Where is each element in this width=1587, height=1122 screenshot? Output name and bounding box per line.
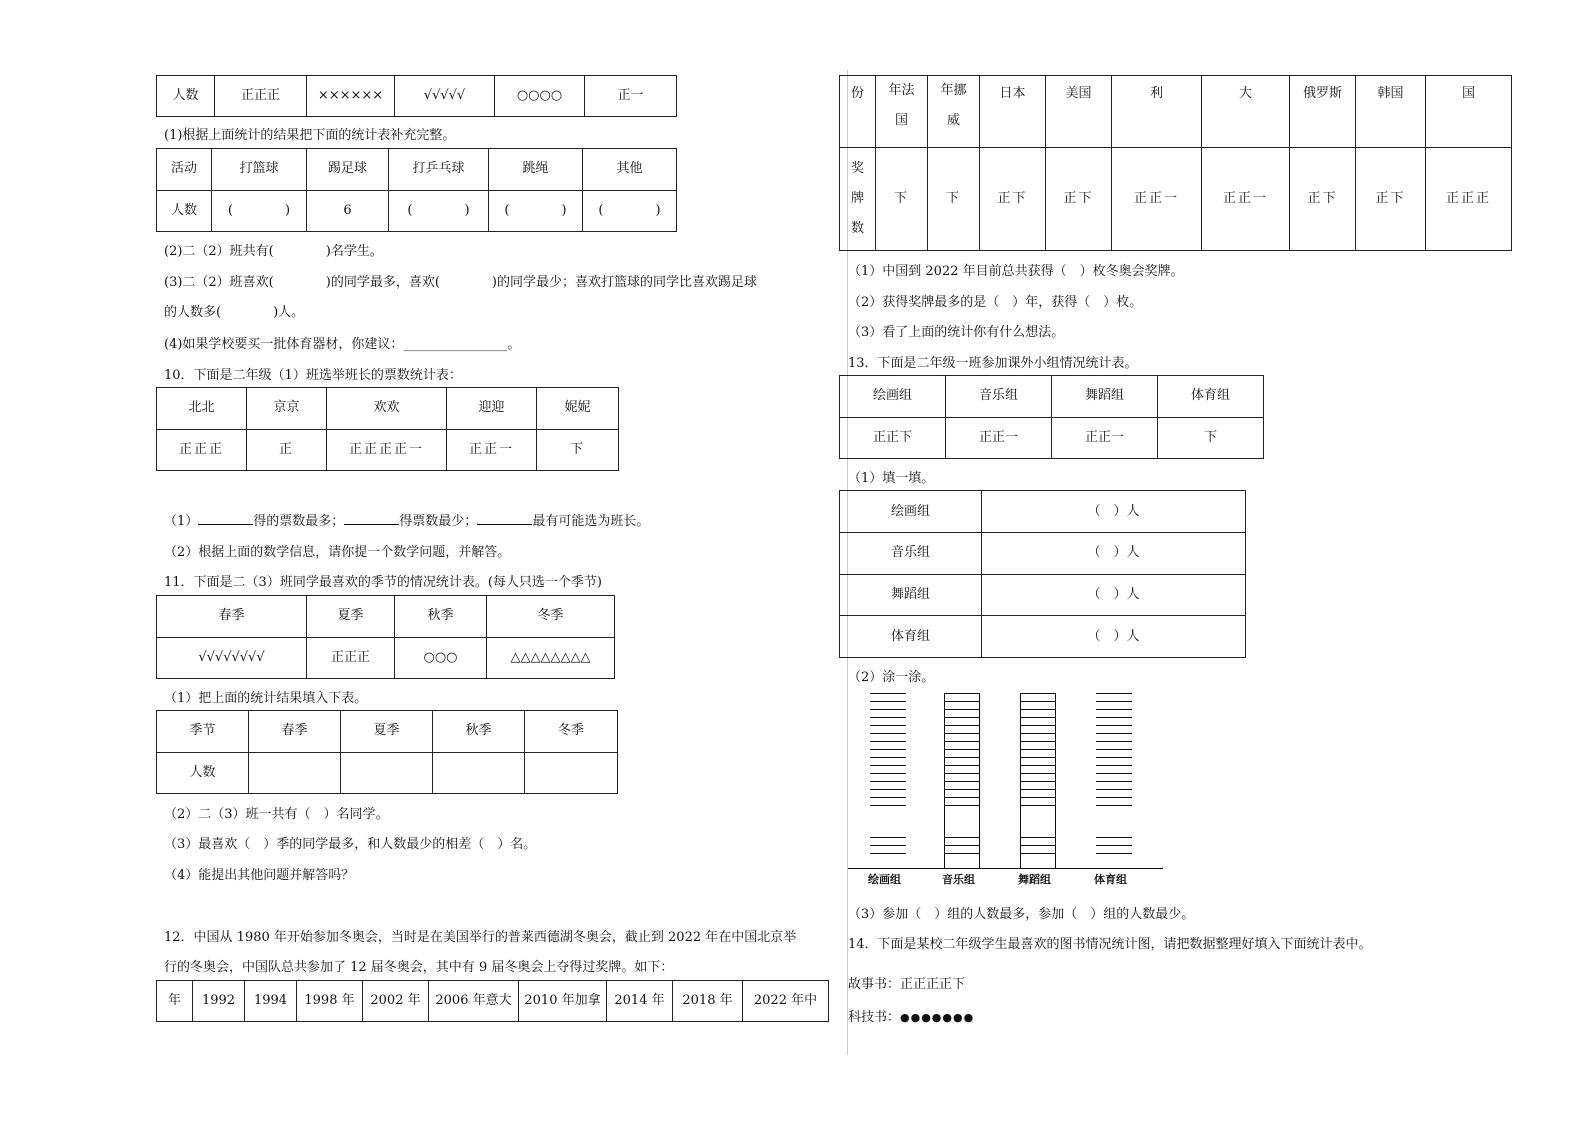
- answer-blank[interactable]: [198, 512, 253, 525]
- coloring-bar-chart[interactable]: [848, 690, 1168, 890]
- unit-line: [944, 709, 980, 710]
- unit-line: [944, 717, 980, 718]
- unit-line: [1020, 845, 1056, 846]
- tally-cell: 正正正正一: [327, 429, 447, 471]
- text: 得的票数最多；: [253, 514, 345, 529]
- q14-sci: [848, 1006, 974, 1025]
- q14-title: 14．下面是某校二年级学生最喜欢的图书情况统计图，请把数据整理好填入下面统计表中。: [848, 937, 1372, 952]
- tally-cell: 正正正: [157, 429, 247, 471]
- unit-line: [870, 845, 906, 846]
- unit-line: [1020, 701, 1056, 702]
- unit-line: [1096, 725, 1132, 726]
- unit-line: [870, 765, 906, 766]
- cell: 夏季: [341, 711, 433, 753]
- bar-side: [1055, 693, 1056, 868]
- unit-line: [1020, 853, 1056, 854]
- unit-line: [1020, 733, 1056, 734]
- q9-p1: (1)根据上面统计的结果把下面的统计表补充完整。: [164, 128, 456, 143]
- unit-line: [944, 797, 980, 798]
- q12-p3: （3）看了上面的统计你有什么想法。: [848, 325, 1065, 340]
- q10-p2: （2）根据上面的数学信息，请你提一个数学问题，并解答。: [164, 545, 511, 560]
- cell: 利: [1112, 76, 1202, 148]
- cell: 舞蹈组: [1052, 376, 1158, 418]
- tally-cell: 下: [876, 148, 928, 251]
- cell: 舞蹈组: [840, 574, 982, 616]
- cell: 绘画组: [840, 376, 946, 418]
- cell: ○○○: [395, 637, 487, 679]
- unit-line: [870, 789, 906, 790]
- q11-season-count-table: [156, 710, 618, 794]
- q14-story: [848, 973, 965, 992]
- unit-line: [1020, 789, 1056, 790]
- unit-line: [1020, 693, 1056, 694]
- unit-line: [1096, 765, 1132, 766]
- unit-line: [870, 773, 906, 774]
- unit-line: [870, 757, 906, 758]
- q12-line2: 行的冬奥会，中国队总共参加了 12 届冬奥会，其中有 9 届冬奥会上夺得过奖牌。如下：: [164, 960, 674, 975]
- unit-line: [1020, 757, 1056, 758]
- unit-line: [1020, 717, 1056, 718]
- answer-blank[interactable]: （ ）人: [982, 574, 1246, 616]
- unit-line: [944, 725, 980, 726]
- q13-fill-table: [839, 490, 1246, 658]
- tally-cell: 正正一: [447, 429, 537, 471]
- cell: 份: [840, 76, 876, 148]
- cell: 音乐组: [840, 532, 982, 574]
- cell: 春季: [157, 596, 307, 638]
- answer-cell[interactable]: [433, 752, 525, 794]
- q11-p2: （2）二（3）班一共有（ ）名同学。: [164, 807, 389, 822]
- chart-bar[interactable]: [870, 690, 906, 858]
- cell: 国: [1426, 76, 1512, 148]
- cell: 1998 年: [297, 981, 363, 1022]
- unit-line: [870, 781, 906, 782]
- unit-line: [870, 701, 906, 702]
- cell: 跳绳: [489, 149, 583, 191]
- answer-blank[interactable]: （ ）人: [982, 532, 1246, 574]
- cell: 年法 国: [876, 76, 928, 148]
- story-label: 故事书：: [848, 977, 901, 992]
- cell: 北北: [157, 388, 247, 430]
- q11-season-tally-table: [156, 595, 615, 679]
- unit-line: [870, 725, 906, 726]
- q13-title: 13．下面是二年级一班参加课外小组情况统计表。: [848, 356, 1138, 371]
- bar-side: [944, 693, 945, 868]
- q9-p2: (2)二（2）班共有( )名学生。: [164, 244, 383, 259]
- answer-blank[interactable]: （ ）人: [982, 491, 1246, 533]
- unit-line: [944, 741, 980, 742]
- unit-line: [1096, 845, 1132, 846]
- answer-blank[interactable]: ( ): [489, 190, 583, 232]
- cell: 其他: [583, 149, 677, 191]
- q13-p3: （3）参加（ ）组的人数最多，参加（ ）组的人数最少。: [848, 907, 1195, 922]
- tally-cell: 下: [928, 148, 980, 251]
- unit-line: [1020, 773, 1056, 774]
- cell: 大: [1202, 76, 1290, 148]
- cell: 1994: [245, 981, 297, 1022]
- unit-line: [944, 789, 980, 790]
- cell: 2022 年中: [743, 981, 829, 1022]
- x-axis: [848, 868, 1163, 869]
- q12-p1: （1）中国到 2022 年目前总共获得（ ）枚冬奥会奖牌。: [848, 264, 1184, 279]
- cell: √√√√√√√√: [157, 637, 307, 679]
- cell: 2014 年: [607, 981, 673, 1022]
- unit-line: [1096, 749, 1132, 750]
- bar-label: 体育组: [1094, 873, 1127, 886]
- cell: 体育组: [1158, 376, 1264, 418]
- unit-line: [944, 773, 980, 774]
- unit-line: [1020, 797, 1056, 798]
- q9-tally-table: [156, 75, 677, 117]
- cell: 2018 年: [673, 981, 743, 1022]
- unit-line: [1096, 789, 1132, 790]
- sci-marks: ●●●●●●●: [900, 1011, 975, 1024]
- unit-line: [870, 805, 906, 806]
- unit-line: [1096, 733, 1132, 734]
- answer-blank[interactable]: ( ): [212, 190, 307, 232]
- q13-group-tally-table: [839, 375, 1264, 459]
- cell: 打篮球: [212, 149, 307, 191]
- bar-label: 音乐组: [942, 873, 975, 886]
- cell: 正正一: [946, 417, 1052, 459]
- q12-medal-table: [839, 75, 1512, 251]
- unit-line: [1096, 837, 1132, 838]
- cell: 正正正: [307, 637, 395, 679]
- unit-line: [870, 741, 906, 742]
- unit-line: [944, 757, 980, 758]
- cell: 美国: [1046, 76, 1112, 148]
- bar-label: 舞蹈组: [1018, 873, 1051, 886]
- cell: 韩国: [1356, 76, 1426, 148]
- story-tally: 正正正正下: [900, 977, 966, 992]
- answer-blank[interactable]: ( ): [583, 190, 677, 232]
- tally-cell: 正下: [1046, 148, 1112, 251]
- q13-p1: （1）填一填。: [848, 471, 935, 486]
- answer-cell[interactable]: [341, 752, 433, 794]
- q9-activity-table: [156, 148, 677, 232]
- cell: 夏季: [307, 596, 395, 638]
- q9-p3a: (3)二（2）班喜欢( )的同学最多，喜欢( )的同学最少；喜欢打篮球的同学比喜欢踢足球: [164, 275, 757, 290]
- cell: 人数: [157, 752, 249, 794]
- unit-line: [1020, 765, 1056, 766]
- cell: 绘画组: [840, 491, 982, 533]
- q12-line1: 12．中国从 1980 年开始参加冬奥会，当时是在美国举行的普莱西德湖冬奥会，截止到 2022 年在中国北京举: [164, 930, 797, 945]
- cell: 2002 年: [363, 981, 429, 1022]
- q12-p2: （2）获得奖牌最多的是（ ）年，获得（ ）枚。: [848, 295, 1143, 310]
- text: 得票数最少；: [399, 514, 478, 529]
- tally-cell: 正正一: [1112, 148, 1202, 251]
- unit-line: [870, 709, 906, 710]
- tally-cell: 正下: [1290, 148, 1356, 251]
- q11-p4: （4）能提出其他问题并解答吗？: [164, 868, 355, 883]
- cell: 俄罗斯: [1290, 76, 1356, 148]
- chart-bar[interactable]: [1096, 690, 1132, 858]
- cell: ××××××: [307, 76, 395, 117]
- bar-side: [979, 693, 980, 868]
- unit-line: [870, 717, 906, 718]
- cell: √√√√√: [395, 76, 495, 117]
- unit-line: [870, 693, 906, 694]
- unit-line: [1096, 693, 1132, 694]
- answer-blank[interactable]: ( ): [389, 190, 489, 232]
- tally-cell: 正下: [1356, 148, 1426, 251]
- unit-line: [1096, 781, 1132, 782]
- cell: 年: [157, 981, 193, 1022]
- unit-line: [944, 781, 980, 782]
- cell: 日本: [980, 76, 1046, 148]
- unit-line: [944, 837, 980, 838]
- cell: 正正一: [1052, 417, 1158, 459]
- unit-line: [870, 853, 906, 854]
- unit-line: [1020, 781, 1056, 782]
- unit-line: [1096, 709, 1132, 710]
- unit-line: [870, 797, 906, 798]
- cell: 体育组: [840, 616, 982, 658]
- cell: 冬季: [487, 596, 615, 638]
- cell: 活动: [157, 149, 212, 191]
- unit-line: [944, 693, 980, 694]
- cell: 奖 牌 数: [840, 148, 876, 251]
- unit-line: [944, 701, 980, 702]
- q11-p3: （3）最喜欢（ ）季的同学最多，和人数最少的相差（ ）名。: [164, 837, 537, 852]
- cell: 年挪 威: [928, 76, 980, 148]
- unit-line: [1020, 741, 1056, 742]
- cell: 6: [307, 190, 389, 232]
- cell: 音乐组: [946, 376, 1052, 418]
- cell: 2010 年加拿: [519, 981, 607, 1022]
- sci-label: 科技书：: [848, 1010, 901, 1025]
- answer-blank[interactable]: [477, 512, 532, 525]
- cell: 2006 年意大: [429, 981, 519, 1022]
- q13-p2: （2）涂一涂。: [848, 670, 935, 685]
- answer-cell[interactable]: [249, 752, 341, 794]
- cell: 人数: [157, 190, 212, 232]
- unit-line: [944, 749, 980, 750]
- cell: 妮妮: [537, 388, 619, 430]
- cell: △△△△△△△△: [487, 637, 615, 679]
- unit-line: [1020, 709, 1056, 710]
- q9-p3b: 的人数多( )人。: [164, 305, 305, 320]
- cell: ○○○○: [495, 76, 585, 117]
- tally-cell: 正正正: [1426, 148, 1512, 251]
- tally-cell: 下: [537, 429, 619, 471]
- unit-line: [1020, 725, 1056, 726]
- chart-bar[interactable]: [1020, 690, 1056, 858]
- unit-line: [1096, 853, 1132, 854]
- cell: 人数: [157, 76, 215, 117]
- bar-label: 绘画组: [868, 873, 901, 886]
- cell: 迎迎: [447, 388, 537, 430]
- unit-line: [1096, 741, 1132, 742]
- cell: 欢欢: [327, 388, 447, 430]
- q11-title: 11．下面是二（3）班同学最喜欢的季节的情况统计表。(每人只选一个季节): [164, 575, 602, 590]
- answer-cell[interactable]: [525, 752, 618, 794]
- unit-line: [870, 837, 906, 838]
- unit-line: [944, 845, 980, 846]
- cell: 下: [1158, 417, 1264, 459]
- unit-line: [1020, 749, 1056, 750]
- cell: 正正下: [840, 417, 946, 459]
- unit-line: [1096, 805, 1132, 806]
- cell: 正一: [585, 76, 677, 117]
- cell: 秋季: [433, 711, 525, 753]
- cell: 打乒乓球: [389, 149, 489, 191]
- unit-line: [944, 853, 980, 854]
- answer-blank[interactable]: [344, 512, 399, 525]
- cell: 春季: [249, 711, 341, 753]
- q11-p1: （1）把上面的统计结果填入下表。: [164, 691, 368, 706]
- chart-bar[interactable]: [944, 690, 980, 858]
- unit-line: [870, 749, 906, 750]
- unit-line: [944, 733, 980, 734]
- answer-blank[interactable]: （ ）人: [982, 616, 1246, 658]
- unit-line: [944, 805, 980, 806]
- text: （1）: [164, 514, 199, 529]
- bar-side: [1020, 693, 1021, 868]
- cell: 冬季: [525, 711, 618, 753]
- unit-line: [1096, 757, 1132, 758]
- unit-line: [1096, 773, 1132, 774]
- unit-line: [1096, 701, 1132, 702]
- unit-line: [1096, 797, 1132, 798]
- unit-line: [1020, 837, 1056, 838]
- unit-line: [1020, 805, 1056, 806]
- q10-title: 10．下面是二年级（1）班选举班长的票数统计表：: [164, 368, 462, 383]
- tally-cell: 正下: [980, 148, 1046, 251]
- unit-line: [944, 765, 980, 766]
- q9-p4: (4)如果学校要买一批体育器材，你建议：________________。: [164, 337, 521, 352]
- tally-cell: 正: [247, 429, 327, 471]
- cell: 季节: [157, 711, 249, 753]
- cell: 京京: [247, 388, 327, 430]
- q12-year-table: [156, 980, 829, 1022]
- cell: 正正正: [215, 76, 307, 117]
- text: 最有可能选为班长。: [532, 514, 650, 529]
- cell: 秋季: [395, 596, 487, 638]
- unit-line: [870, 733, 906, 734]
- q10-vote-table: [156, 387, 619, 471]
- tally-cell: 正正一: [1202, 148, 1290, 251]
- cell: 踢足球: [307, 149, 389, 191]
- q10-p1: [164, 510, 649, 529]
- cell: 1992: [193, 981, 245, 1022]
- unit-line: [1096, 717, 1132, 718]
